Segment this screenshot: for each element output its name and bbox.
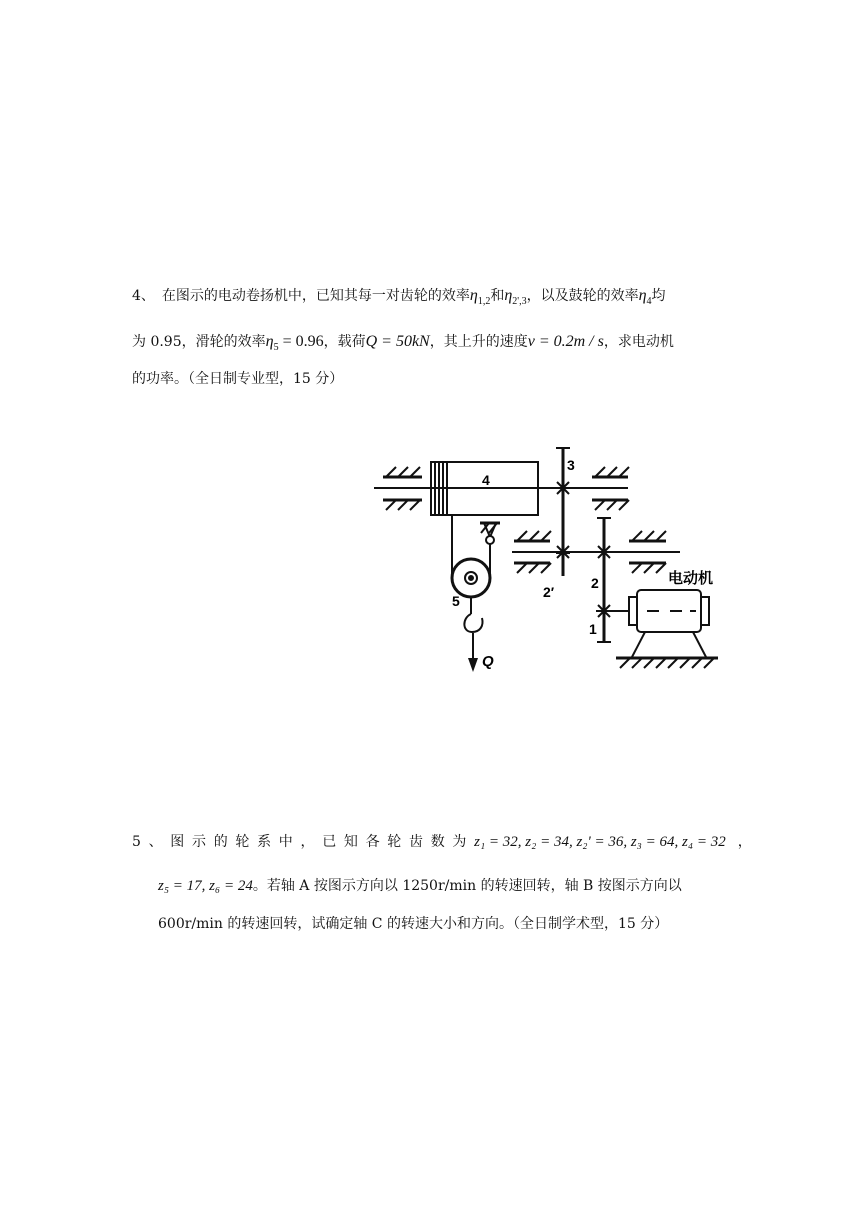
q4-text-c: 均 xyxy=(651,288,666,304)
eta-23: $\eta_{2',3}$ xyxy=(504,287,527,308)
q5-line-3: 600r/min 的转速回转，试确定轴 C 的转速大小和方向。（全日制学术型，15 分） xyxy=(158,916,669,932)
q4-line-3: 的功率。（全日制专业型，15 分） xyxy=(132,371,344,387)
label-1: 1 xyxy=(589,621,597,637)
label-2-prime: 2′ xyxy=(543,584,555,600)
q4-line-1 xyxy=(132,286,666,312)
teeth-values-2: z₅ = 17, z₆ = 24 xyxy=(158,878,253,894)
label-5: 5 xyxy=(452,593,460,609)
q4-text-f: ，其上升的速度 xyxy=(429,334,528,350)
q4-text-a: 4、 在图示的电动卷扬机中，已知其每一对齿轮的效率 xyxy=(132,288,470,304)
label-Q: Q xyxy=(482,653,494,670)
q4-text-g: ，求电动机 xyxy=(603,334,674,350)
eta-4: $\eta_4$ xyxy=(638,287,652,308)
winch-diagram xyxy=(360,440,740,680)
q5-text-a: 5、图示的轮系中，已知各轮齿数为 xyxy=(132,834,475,850)
q5-text-c: 。若轴 A 按图示方向以 1250r/min 的转速回转，轴 B 按图示方向以 xyxy=(252,878,682,894)
q4-and: 和 xyxy=(490,288,505,304)
teeth-values-1: z₁ = 32, z₂ = 34, z₂' = 36, z₃ = 64, z₄ = 32 xyxy=(474,834,726,850)
label-2: 2 xyxy=(591,575,599,591)
label-3: 3 xyxy=(567,457,575,473)
q4-line-2 xyxy=(132,332,674,358)
eta-5: $\eta_5 = 0.96$ xyxy=(265,333,324,354)
eta-12: $\eta_{1,2}$ xyxy=(469,287,491,308)
q4-text-e: ，载荷 xyxy=(323,334,366,350)
label-4: 4 xyxy=(482,472,490,488)
q4-text-b: ，以及鼓轮的效率 xyxy=(526,288,639,304)
speed-value: v = 0.2m / s xyxy=(527,333,604,350)
load-value: Q = 50kN xyxy=(365,333,430,350)
q4-text-d: 为 0.95，滑轮的效率 xyxy=(132,334,266,350)
q5-line-2 xyxy=(158,876,682,896)
q5-text-b: ， xyxy=(737,834,752,850)
q5-line-1 xyxy=(132,832,752,852)
label-motor: 电动机 xyxy=(668,570,714,587)
